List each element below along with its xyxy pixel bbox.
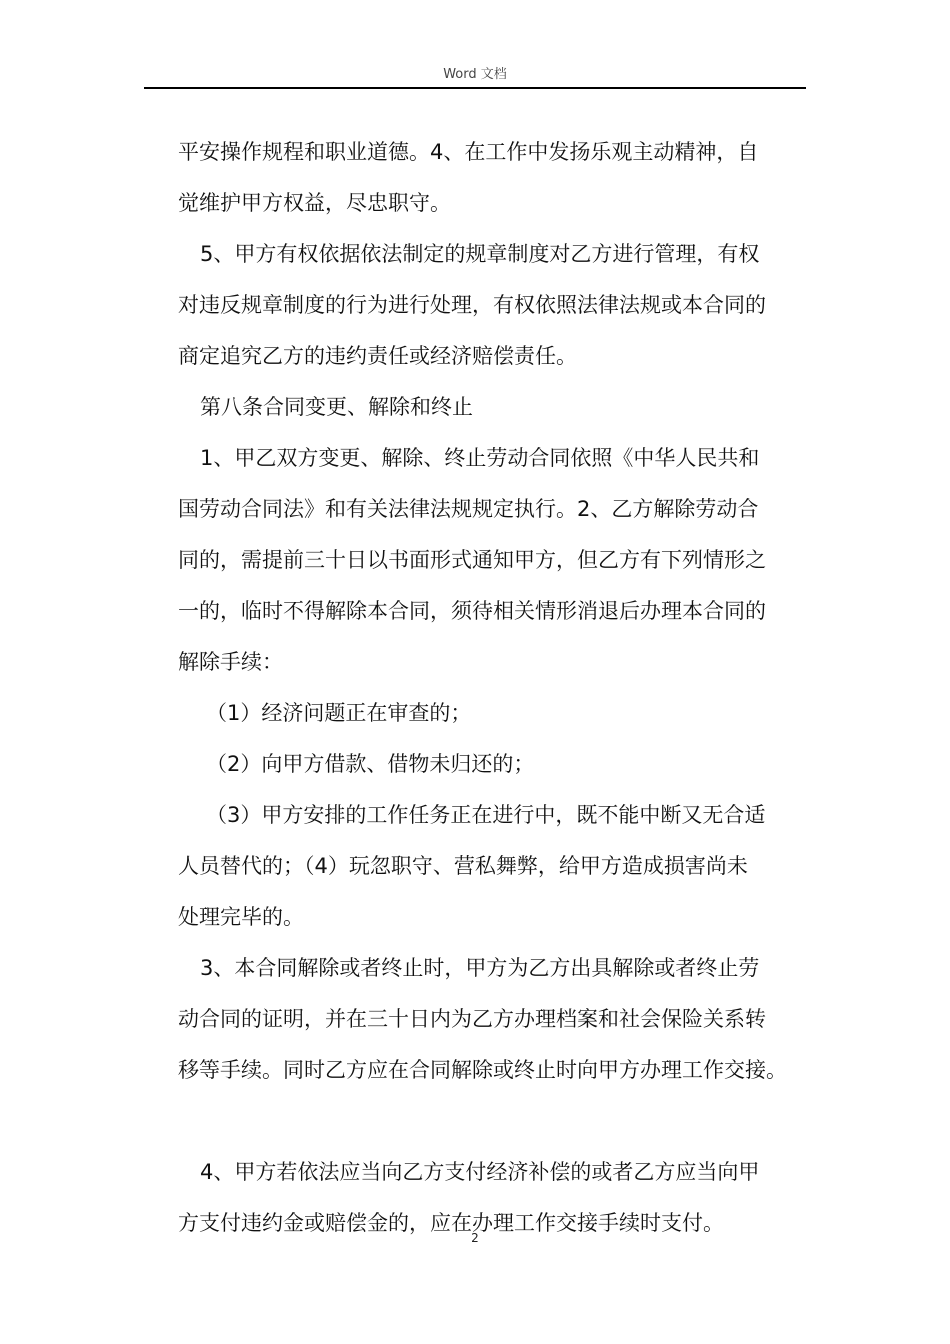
page-number: 2 — [471, 1231, 479, 1245]
body-line: 4、甲方若依法应当向乙方支付经济补偿的或者乙方应当向甲 — [200, 1160, 760, 1184]
list-item: （3）甲方安排的工作任务正在进行中，既不能中断又无合适 — [206, 803, 766, 827]
body-line: 解除手续： — [178, 650, 283, 674]
list-item: （1）经济问题正在审查的； — [206, 701, 472, 725]
header-divider — [144, 87, 806, 89]
body-line: 一的，临时不得解除本合同，须待相关情形消退后办理本合同的 — [178, 599, 766, 623]
section-heading: 第八条合同变更、解除和终止 — [200, 395, 473, 419]
list-item: （2）向甲方借款、借物未归还的； — [206, 752, 535, 776]
body-line: 国劳动合同法》和有关法律法规规定执行。2、乙方解除劳动合 — [178, 497, 759, 521]
document-header-title: Word 文档 — [443, 67, 507, 82]
body-line: 1、甲乙双方变更、解除、终止劳动合同依照《中华人民共和 — [200, 446, 760, 470]
paragraph-gap — [178, 1096, 818, 1147]
body-line: 同的，需提前三十日以书面形式通知甲方，但乙方有下列情形之 — [178, 548, 766, 572]
body-line: 5、甲方有权依据依法制定的规章制度对乙方进行管理，有权 — [200, 242, 760, 266]
body-line: 商定追究乙方的违约责任或经济赔偿责任。 — [178, 344, 577, 368]
document-body — [178, 127, 818, 1249]
body-line: 平安操作规程和职业道德。4、在工作中发扬乐观主动精神，自 — [178, 140, 759, 164]
body-line: 动合同的证明，并在三十日内为乙方办理档案和社会保险关系转 — [178, 1007, 766, 1031]
body-line: 移等手续。同时乙方应在合同解除或终止时向甲方办理工作交接。 — [178, 1058, 787, 1082]
body-line: 人员替代的；（4）玩忽职守、营私舞弊，给甲方造成损害尚未 — [178, 854, 748, 878]
body-line: 处理完毕的。 — [178, 905, 304, 929]
body-line: 觉维护甲方权益，尽忠职守。 — [178, 191, 451, 215]
body-line: 方支付违约金或赔偿金的，应在办理工作交接手续时支付。 — [178, 1211, 724, 1235]
body-line: 3、本合同解除或者终止时，甲方为乙方出具解除或者终止劳 — [200, 956, 760, 980]
body-line: 对违反规章制度的行为进行处理，有权依照法律法规或本合同的 — [178, 293, 766, 317]
